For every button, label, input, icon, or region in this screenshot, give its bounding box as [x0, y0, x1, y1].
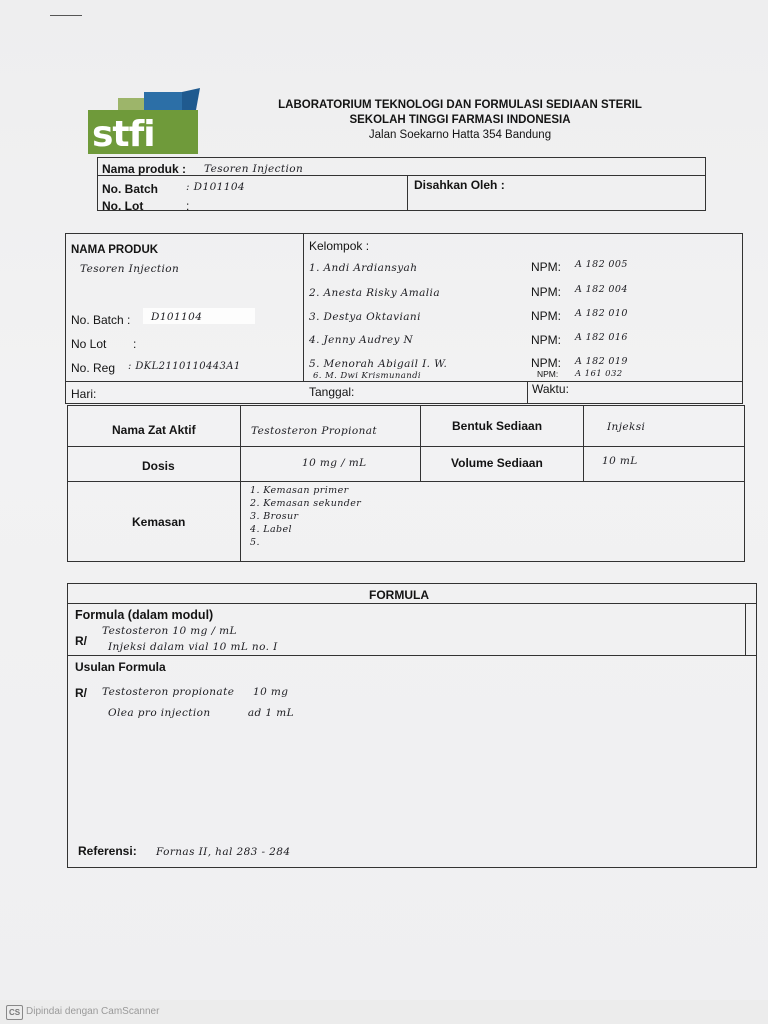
kemasan-item: 5.: [250, 537, 260, 548]
modul-label: Formula (dalam modul): [75, 608, 214, 622]
camscanner-icon: CS: [6, 1005, 23, 1020]
npm-label: NPM:: [531, 333, 561, 347]
modul-line-2: Injeksi dalam vial 10 mL no. I: [108, 641, 278, 653]
top-product-label: Nama produk :: [102, 162, 187, 176]
member-name: 2. Anesta Risky Amalia: [309, 287, 440, 299]
member-name: 1. Andi Ardiansyah: [309, 262, 418, 274]
referensi-label: Referensi:: [78, 844, 137, 858]
dosis-label: Dosis: [142, 459, 175, 473]
top-lot-label: No. Lot: [102, 199, 144, 213]
batch-value: D101104: [151, 311, 203, 323]
usulan-rx: R/: [75, 686, 87, 700]
lab-name: LABORATORIUM TEKNOLOGI DAN FORMULASI SEDIAAN STERIL: [278, 99, 642, 111]
member-name: 4. Jenny Audrey N: [309, 334, 414, 346]
camscanner-watermark: Dipindai dengan CamScanner: [26, 1006, 160, 1017]
bentuk-value: Injeksi: [607, 421, 646, 433]
npm-value: A 182 010: [575, 308, 628, 319]
kemasan-item: 4. Label: [250, 524, 292, 535]
top-product-value: Tesoren Injection: [204, 163, 304, 175]
kemasan-item: 3. Brosur: [250, 511, 299, 522]
member-name: 5. Menorah Abigail I. W.: [309, 358, 448, 370]
bentuk-label: Bentuk Sediaan: [452, 419, 543, 433]
member-name: 3. Destya Oktaviani: [309, 311, 421, 323]
npm-label: NPM:: [537, 369, 559, 379]
batch-label: No. Batch :: [71, 313, 131, 327]
top-batch-label: No. Batch: [102, 182, 159, 196]
npm-value: A 161 032: [575, 369, 623, 379]
nama-produk-value: Tesoren Injection: [80, 263, 180, 275]
npm-value: A 182 019: [575, 356, 628, 367]
npm-label: NPM:: [531, 356, 561, 370]
volume-label: Volume Sediaan: [451, 456, 543, 470]
logo-wordmark: stfi: [92, 114, 155, 155]
waktu-label: Waktu:: [532, 382, 569, 396]
stfi-logo: [88, 88, 208, 158]
member-name: 6. M. Dwi Krismunandi: [313, 371, 422, 381]
institution-header: [255, 98, 665, 143]
kemasan-list: [250, 484, 361, 549]
npm-value: A 182 004: [575, 284, 628, 295]
top-lot-value: :: [186, 199, 190, 213]
npm-label: NPM:: [531, 285, 561, 299]
zat-aktif-value: Testosteron Propionat: [251, 425, 378, 437]
kemasan-item: 1. Kemasan primer: [250, 485, 349, 496]
usulan-line-2: Olea pro injection ad 1 mL: [108, 707, 294, 719]
npm-label: NPM:: [531, 309, 561, 323]
dosis-value: 10 mg / mL: [302, 457, 367, 469]
school-name: SEKOLAH TINGGI FARMASI INDONESIA: [349, 114, 571, 126]
usulan-line-1: Testosteron propionate 10 mg: [102, 686, 289, 698]
usulan-label: Usulan Formula: [75, 660, 166, 674]
address: Jalan Soekarno Hatta 354 Bandung: [368, 129, 552, 141]
npm-label: NPM:: [531, 260, 561, 274]
hari-label: Hari:: [71, 387, 97, 401]
disahkan-label: Disahkan Oleh :: [414, 178, 505, 192]
lot-label: No Lot: [71, 337, 107, 351]
tanggal-label: Tanggal:: [309, 385, 355, 399]
volume-value: 10 mL: [602, 455, 638, 467]
nama-produk-label: NAMA PRODUK: [71, 244, 159, 256]
reg-value: : DKL2110110443A1: [128, 361, 241, 372]
modul-line-1: Testosteron 10 mg / mL: [102, 625, 237, 637]
lot-value: :: [133, 337, 137, 351]
modul-rx: R/: [75, 634, 87, 648]
zat-aktif-label: Nama Zat Aktif: [112, 423, 196, 437]
kemasan-item: 2. Kemasan sekunder: [250, 498, 362, 509]
npm-value: A 182 005: [575, 259, 628, 270]
reg-label: No. Reg: [71, 361, 116, 375]
kemasan-label: Kemasan: [132, 515, 186, 529]
kelompok-label: Kelompok :: [309, 239, 370, 253]
formula-title: FORMULA: [369, 588, 429, 602]
margin-mark: [50, 15, 82, 16]
referensi-value: Fornas II, hal 283 - 284: [156, 846, 291, 858]
npm-value: A 182 016: [575, 332, 628, 343]
top-batch-value: : D101104: [186, 181, 245, 193]
